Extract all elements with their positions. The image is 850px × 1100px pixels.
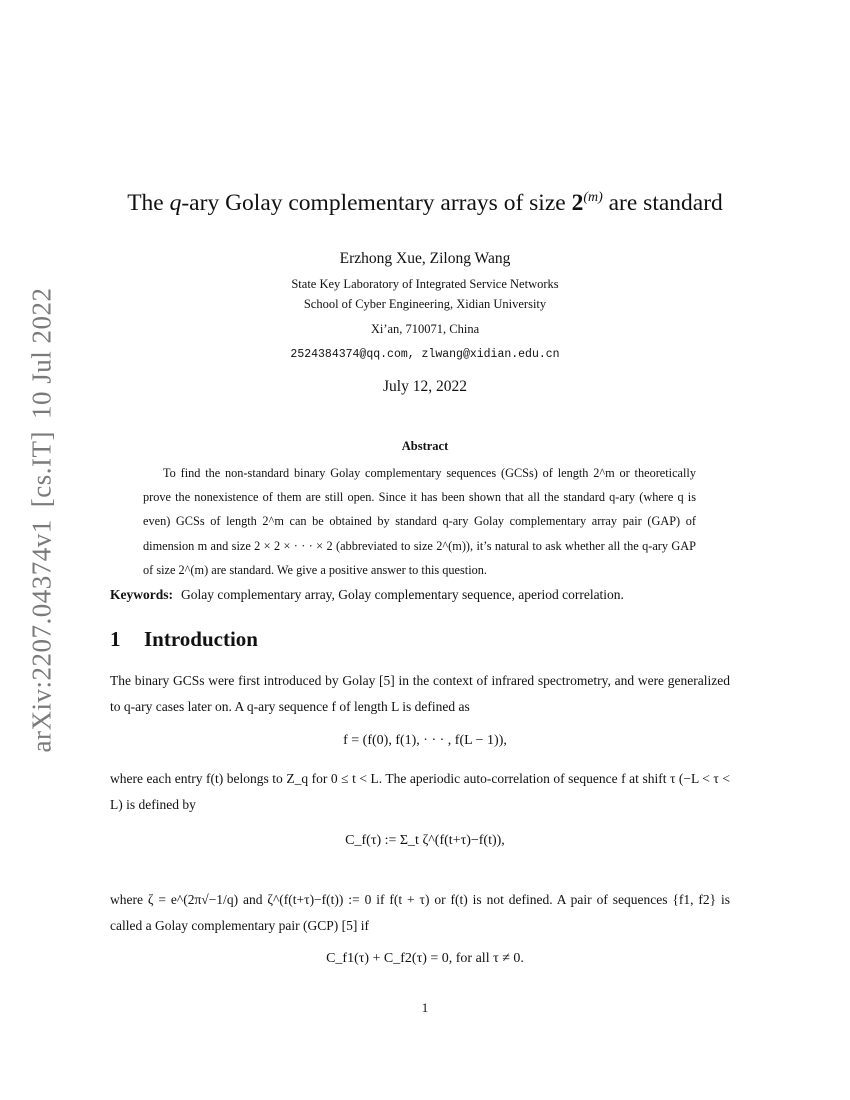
paragraph-3-text: where ζ = e^(2π√−1/q) and ζ^(f(t+τ)−f(t)) := 0 if f(t + τ) or f(t) is not defined. A pair of sequences {f1, f2} is called a Golay complementary pair (GCP) [5] if [110,892,730,933]
page-number: 1 [421,1000,429,1015]
section-heading [110,627,258,652]
abstract-text: To find the non-standard binary Golay complementary sequences (GCSs) of length 2^m or theoretically prove the nonexistence of them are still open. Since it has been shown that all the standard q-ary (where q is even) GCSs of length 2^m can be obtained by standard q-ary Golay complementary array pair (GAP) of dimension m and size 2 × 2 × · · · × 2 (abbreviated to size 2^(m)), it’s natural to ask whether all the q-ary GAP of size 2^(m) are standard. We give a positive answer to this question. [143,466,696,577]
section-title: Introduction [144,627,258,651]
affiliation-line-1: State Key Laboratory of Integrated Service Networks [291,277,559,291]
section-number: 1 [110,627,121,651]
paper-date: July 12, 2022 [383,378,467,395]
keywords-text: Golay complementary array, Golay complementary sequence, aperiod correlation. [181,587,624,602]
paragraph-2 [110,766,730,817]
author-emails: 2524384374@qq.com, zlwang@xidian.edu.cn [290,348,560,361]
affiliation-line-2: School of Cyber Engineering, Xidian University [303,297,547,311]
arxiv-date: 10 Jul 2022 [26,287,57,420]
affiliation-line-3: Xi’an, 710071, China [370,322,480,336]
authors: Erzhong Xue, Zilong Wang [339,250,511,267]
keywords [110,587,730,603]
equation-autocorrelation: C_f(τ) := Σ_t ζ^(f(t+τ)−f(t)), [345,833,505,848]
paragraph-3 [110,887,730,938]
equation-sequence: f = (f(0), f(1), · · · , f(L − 1)), [343,733,507,748]
abstract-heading: Abstract [401,439,449,453]
paragraph-1-text: The binary GCSs were first introduced by Golay [5] in the context of infrared spectrometry, and were generalized to q-ary cases later on. A q-ary sequence f of length L is defined as [110,673,730,714]
abstract-body [143,461,696,582]
arxiv-id: arXiv:2207.04374v1 [26,519,57,753]
paragraph-1 [110,668,730,719]
paper-title: The q-ary Golay complementary arrays of size 2$^{(m)}$ are standard [127,190,723,216]
equation-gcp: C_f1(τ) + C_f2(τ) = 0, for all τ ≠ 0. [326,951,524,966]
keywords-label: Keywords: [110,587,173,602]
paragraph-2-text: where each entry f(t) belongs to Z_q for 0 ≤ t < L. The aperiodic auto-correlation of sequence f at shift τ (−L < τ < L) is defined by [110,771,730,812]
arxiv-category: [cs.IT] [26,431,57,508]
